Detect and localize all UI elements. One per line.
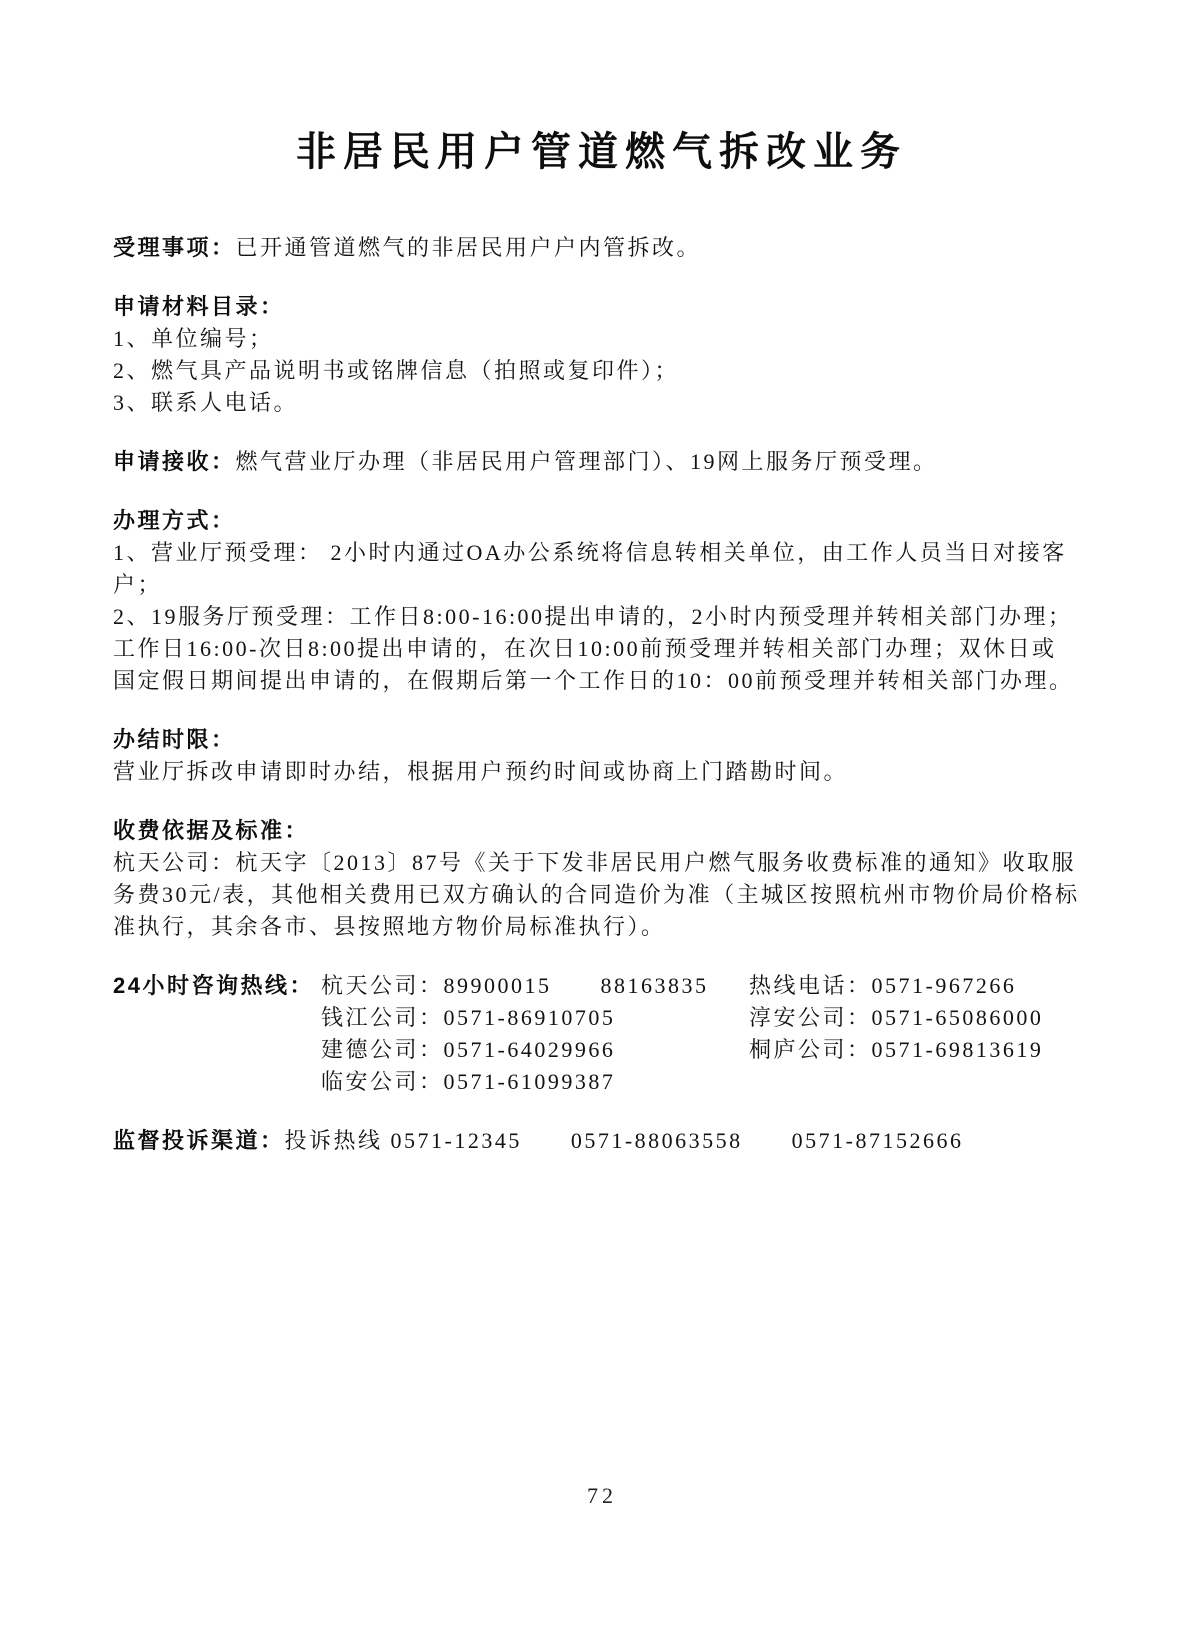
hotline-left: 杭天公司：89900015 88163835 xyxy=(321,973,709,998)
hotline-left: 临安公司：0571-61099387 xyxy=(321,1069,616,1094)
reception-text: 燃气营业厅办理（非居民用户管理部门）、19网上服务厅预受理。 xyxy=(235,449,938,474)
complaint-label: 监督投诉渠道： xyxy=(113,1128,285,1153)
text-line: 杭天公司：杭天字〔2013〕87号《关于下发非居民用户燃气服务收费标准的通知》收取服 xyxy=(113,850,1077,875)
reception-label: 申请接收： xyxy=(113,449,236,474)
page-number: 72 xyxy=(587,1483,617,1508)
deadline-text: 营业厅拆改申请即时办结，根据用户预约时间或协商上门踏勘时间。 xyxy=(113,759,849,784)
hotline-left: 钱江公司：0571-86910705 xyxy=(321,1005,616,1030)
text-line: 务费30元/表，其他相关费用已双方确认的合同造价为准（主城区按照杭州市物价局价格标 xyxy=(113,882,1080,907)
process-heading: 办理方式： xyxy=(113,508,236,533)
hotline-row xyxy=(321,970,1090,1002)
text-line: 准执行，其余各市、县按照地方物价局标准执行）。 xyxy=(113,914,666,939)
hotline-right: 热线电话：0571-967266 xyxy=(749,973,1017,998)
hotline-row xyxy=(321,1066,1090,1098)
reception-line xyxy=(113,446,1090,478)
text-line: 1、营业厅预受理： 2小时内通过OA办公系统将信息转相关单位，由工作人员当日对接客户； xyxy=(113,540,1067,597)
hotline-right: 桐庐公司：0571-69813619 xyxy=(749,1037,1044,1062)
text-line: 2、19服务厅预受理：工作日8:00-16:00提出申请的，2小时内预受理并转相关部门办理； xyxy=(113,604,1073,629)
document-content xyxy=(113,126,1090,1184)
acceptance-text: 已开通管道燃气的非居民用户户内管拆改。 xyxy=(235,235,702,260)
hotline-rows xyxy=(321,970,1090,1098)
materials-heading: 申请材料目录： xyxy=(113,294,285,319)
section-reception xyxy=(113,446,1090,478)
hotline-right: 淳安公司：0571-65086000 xyxy=(749,1005,1044,1030)
text-line: 国定假日期间提出申请的，在假期后第一个工作日的10：00前预受理并转相关部门办理。 xyxy=(113,668,1074,693)
hotline-left: 建德公司：0571-64029966 xyxy=(321,1037,616,1062)
list-item: 2、燃气具产品说明书或铭牌信息（拍照或复印件）； xyxy=(113,358,680,383)
section-fees xyxy=(113,815,1090,943)
complaint-text: 投诉热线 0571-12345 0571-88063558 0571-87152666 xyxy=(284,1128,964,1153)
acceptance-label: 受理事项： xyxy=(113,235,236,260)
section-deadline xyxy=(113,724,1090,788)
hotline-block xyxy=(113,970,1090,1098)
list-item: 3、联系人电话。 xyxy=(113,390,299,415)
text-line: 工作日16:00-次日8:00提出申请的，在次日10:00前预受理并转相关部门办理；双休日或 xyxy=(113,636,1057,661)
fees-heading: 收费依据及标准： xyxy=(113,818,310,843)
section-process xyxy=(113,505,1090,697)
hotline-label: 24小时咨询热线： xyxy=(113,973,314,998)
section-materials xyxy=(113,291,1090,419)
deadline-heading: 办结时限： xyxy=(113,727,236,752)
list-item: 1、单位编号； xyxy=(113,326,274,351)
hotline-row xyxy=(321,1002,1090,1034)
section-complaint xyxy=(113,1125,1090,1157)
page-title: 非居民用户管道燃气拆改业务 xyxy=(296,130,907,174)
section-acceptance xyxy=(113,232,1090,264)
section-hotline xyxy=(113,970,1090,1098)
hotline-row xyxy=(321,1034,1090,1066)
complaint-line xyxy=(113,1125,1090,1157)
acceptance-line xyxy=(113,232,1090,264)
